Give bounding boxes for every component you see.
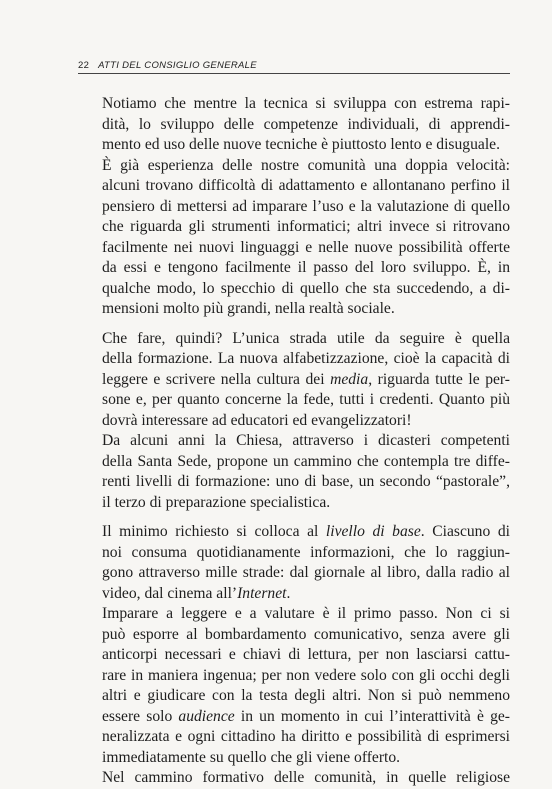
paragraph (80, 522, 510, 604)
text-line: da essi e tengono facilmente il passo del loro sviluppo. È, in (102, 259, 510, 276)
paragraph (80, 329, 510, 432)
paragraph (80, 94, 510, 156)
text-line: essere solo audience in un momento in cui l’interattività è ge- (102, 707, 510, 725)
text-line: il terzo di preparazione specialistica. (102, 493, 331, 511)
text-line: può esporre al bombardamento comunicativo, senza avere gli (102, 625, 510, 643)
text-line: Notiamo che mentre la tecnica si sviluppa con estrema rapi- (102, 95, 510, 112)
text-line: gono attraverso mille strade: dal giornale al libro, dalla radio al (102, 564, 510, 581)
text-line: anticorpi necessari e chiavi di lettura, per non lasciarsi cattu- (102, 646, 510, 663)
text-line: facilmente nei nuovi linguaggi e nelle nuove possibilità offerte (102, 238, 510, 256)
text-line: Da alcuni anni la Chiesa, attraverso i dicasteri competenti (102, 432, 510, 449)
paragraph (80, 768, 510, 789)
text-line: dità, lo sviluppo delle competenze individuali, di apprendi- (102, 115, 510, 133)
text-line: mento ed uso delle nuove tecniche è piuttosto lento e disuguale. (102, 136, 500, 153)
running-title: ATTI DEL CONSIGLIO GENERALE (98, 60, 257, 71)
paragraph (80, 604, 510, 768)
text-line: rare in maniera ingenua; per non vedere solo con gli occhi degli (102, 666, 510, 684)
text-line: Imparare a leggere e a valutare è il primo passo. Non ci si (102, 605, 510, 622)
body-text (80, 94, 510, 789)
text-line: pensiero di mettersi ad imparare l’uso e la valutazione di quello (102, 197, 510, 215)
text-line: sone e, per quanto concerne la fede, tutti i credenti. Quanto più (102, 391, 510, 408)
text-line: della Santa Sede, propone un cammino che contempla tre diffe- (102, 452, 510, 470)
text-line: immediatamente su quello che gli viene offerto. (102, 748, 401, 766)
text-line: renti livelli di formazione: uno di base, un secondo “pastorale”, (102, 473, 510, 490)
text-line: alcuni trovano difficoltà di adattamento e allontanano perfino il (102, 177, 510, 194)
text-line: Che fare, quindi? L’unica strada utile da seguire è quella (102, 329, 510, 347)
text-line: altri e giudicare con la testa degli altri. Non si può nemmeno (102, 687, 510, 704)
text-line: qualche modo, lo specchio di quello che sta succedendo, a di- (102, 279, 510, 297)
text-line: noi consuma quotidianamente informazioni, che lo raggiun- (102, 543, 510, 561)
text-line: Nel cammino formativo delle comunità, in quelle religiose (102, 769, 510, 786)
running-header (78, 60, 510, 74)
text-line: della formazione. La nuova alfabetizzazione, cioè la capacità di (102, 350, 510, 367)
paragraph (80, 156, 510, 320)
text-line: È già esperienza delle nostre comunità una doppia velocità: (102, 156, 510, 174)
text-line: mensioni molto più grandi, nella realtà sociale. (102, 300, 395, 317)
text-line: neralizzata e ogni cittadino ha diritto e possibilità di esprimersi (102, 728, 510, 745)
text-line: video, dal cinema all’Internet. (102, 584, 291, 602)
text-line: dovrà interessare ad educatori ed evangelizzatori! (102, 411, 412, 429)
paragraph (80, 431, 510, 513)
page-number: 22 (78, 60, 90, 71)
text-line: leggere e scrivere nella cultura dei media, riguarda tutte le per- (102, 370, 510, 388)
text-line: che riguarda gli strumenti informatici; altri invece si ritrovano (102, 218, 510, 235)
text-line: Il minimo richiesto si colloca al livello di base. Ciascuno di (102, 523, 510, 540)
